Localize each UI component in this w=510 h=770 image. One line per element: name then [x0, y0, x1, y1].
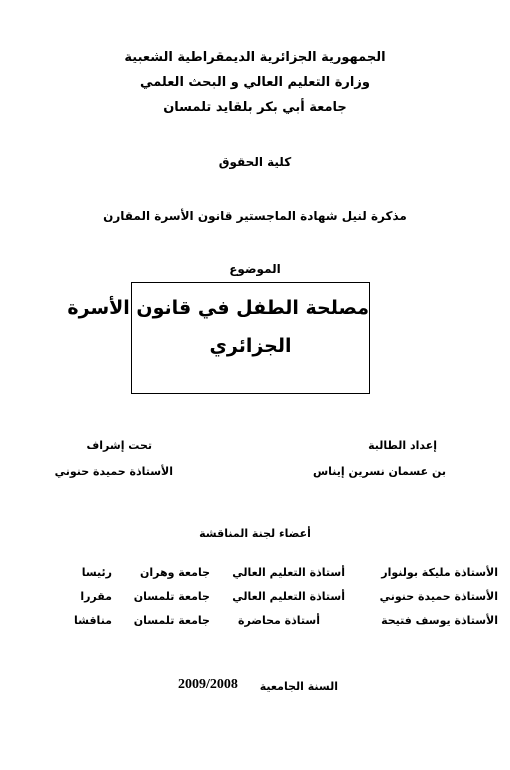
academic-year-label: السنة الجامعية [259, 680, 338, 693]
member-institution: جامعة وهران [139, 566, 210, 579]
student-name: بن عسمان نسرين إيناس [312, 465, 446, 478]
member-role: مناقشا [74, 614, 112, 627]
university-title: جامعة أبي بكر بلقايد تلمسان [163, 100, 347, 115]
member-name: الأستاذة مليكة بولنوار [381, 566, 498, 579]
republic-title: الجمهورية الجزائرية الديمقراطية الشعبية [124, 50, 386, 65]
faculty-title: كلية الحقوق [218, 155, 292, 169]
topic-line-2: الجزائري [209, 335, 292, 357]
member-role: رئيسا [81, 566, 112, 579]
member-rank: أستاذة التعليم العالي [232, 590, 345, 603]
topic-line-1: مصلحة الطفل في قانون الأسرة [67, 297, 369, 319]
supervisor-label: تحت إشراف [86, 439, 152, 452]
academic-year-value: 2009/2008 [178, 677, 238, 692]
ministry-title: وزارة التعليم العالي و البحث العلمي [140, 75, 370, 90]
topic-box [67, 282, 370, 394]
member-institution: جامعة تلمسان [133, 590, 210, 603]
member-institution: جامعة تلمسان [133, 614, 210, 627]
thesis-type: مذكرة لنيل شهادة الماجستير قانون الأسرة المقارن [103, 209, 407, 223]
member-name: الأستاذة حميدة حنوني [379, 590, 498, 603]
student-label: إعداد الطالبة [368, 439, 437, 452]
committee-label: أعضاء لجنة المناقشة [199, 527, 311, 540]
member-name: الأستاذة يوسف فتيحة [381, 614, 498, 627]
member-role: مقررا [80, 590, 112, 603]
supervisor-name: الأستاذة حميدة حنوني [54, 465, 173, 478]
member-rank: أستاذة محاضرة [237, 614, 320, 627]
topic-label: الموضوع [229, 262, 281, 276]
member-rank: أستاذة التعليم العالي [232, 566, 345, 579]
